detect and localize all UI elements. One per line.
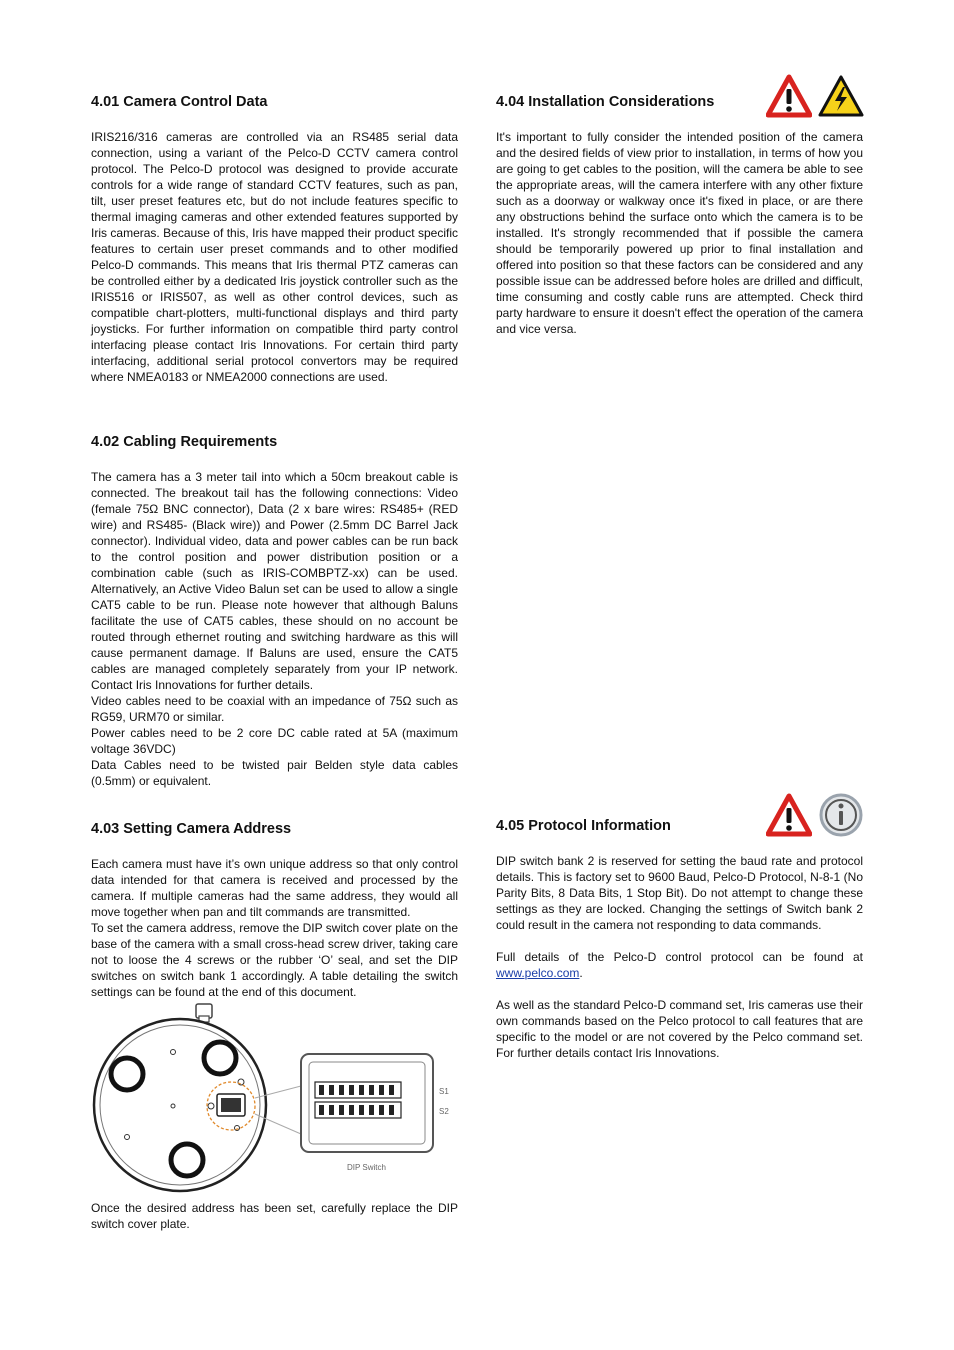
camera-base-illustration <box>94 1004 301 1191</box>
pelco-link[interactable]: www.pelco.com <box>496 966 580 980</box>
paragraph: IRIS216/316 cameras are controlled via an RS485 serial data connection, using a variant of the Pelco-D CCTV camera control protocol. The Pelco-D protocol was designed to provide accurate controls for a wide range of standard CCTV features, such as pan, tilt, user preset features etc, but do not include features specific to thermal imaging cameras and other extended features supported by Iris cameras. Because of this, Iris have mapped their product specific features to certain user preset commands and to other modified Pelco-D commands. This means that Iris thermal PTZ cameras can be controlled either by a dedicated Iris joystick controller such as the IRIS516 or IRIS507, as well as other control devices, such as compatible chart-plotters, multi-functional displays and third party joysticks. For further information on compatible third party control interfacing please contact Iris Innovations. For certain third party interfacing, additional serial protocol convertors may be required where NMEA0183 or NMEA2000 connections are used. <box>91 130 458 384</box>
section-title: 4.04 Installation Considerations <box>496 94 715 110</box>
switch-bank-2-label: S2 <box>439 1107 449 1116</box>
section-4-02 <box>91 432 458 789</box>
paragraph: DIP switch bank 2 is reserved for setting the baud rate and protocol details. This is factory set to 9600 Baud, Pelco-D Protocol, N-8-1 (No Parity Bits, 8 Data Bits, 1 Stop Bit). Do not attempt to change these settings as they are locked. Changing the settings of Switch bank 2 could result in the camera not responding to data commands. <box>496 854 863 932</box>
warning-icon <box>766 74 812 120</box>
info-icon <box>818 793 864 839</box>
dip-switch-closeup <box>301 1054 449 1172</box>
paragraph: It's important to fully consider the intended position of the camera and the desired fields of view prior to installation, in terms of how you are going to get cables to the position, will the camera be able to see the appropriate areas, will the camera interfere with any other fixture such as a doorway or walkway once it's fixed in place, or are there any obstructions behind the surface onto which the camera is to be installed. It's strongly recommended that if possible the camera should be temporarily powered up prior to final installation and offered into position so that these factors can be considered and any possible issue can be addressed before holes are drilled and difficult, time consuming and costly cable runs are attempted. Check third party hardware to ensure it doesn't effect the operation of the camera and vice versa. <box>496 130 863 336</box>
section-title: 4.03 Setting Camera Address <box>91 821 292 837</box>
section-4-04 <box>496 92 863 337</box>
link-prefix: Full details of the Pelco-D control protocol can be found at <box>496 950 863 964</box>
paragraph: The camera has a 3 meter tail into which a 50cm breakout cable is connected. The breakout tail has the following connections: Video (female 75Ω BNC connector), Data (2 x bare wires: RS485+ (RED wire) and RS485- (Black wire)) and Power (2.5mm DC Barrel Jack connector). Individual video, data and power cables can be run back to the control position and power distribution position or a combination cable (such as IRIS-COMBPTZ-xx) can be used. Alternatively, an Active Video Balun set can be used to allow a single CAT5 cable to be run. Please note however that although Baluns facilitate the use of CAT5 cables, these should on no account be routed through ethernet routing and switching hardware as this will cause permanent damage. If Baluns are used, ensure the CAT5 cables are managed completely separately from your IP network. Contact Iris Innovations for further details. <box>91 470 458 692</box>
paragraph <box>496 949 863 981</box>
section-4-05 <box>496 816 863 1061</box>
figure-caption: DIP Switch <box>347 1163 386 1172</box>
section-4-04-icons <box>766 74 864 120</box>
dip-switch-figure <box>91 1002 458 1194</box>
paragraph: Power cables need to be 2 core DC cable rated at 5A (maximum voltage 36VDC) <box>91 726 458 756</box>
paragraph: Data Cables need to be twisted pair Belden style data cables (0.5mm) or equivalent. <box>91 758 458 788</box>
paragraph: Once the desired address has been set, carefully replace the DIP switch cover plate. <box>91 1201 458 1231</box>
switch-bank-1-label: S1 <box>439 1087 449 1096</box>
paragraph: As well as the standard Pelco-D command set, Iris cameras use their own commands based on the Pelco protocol to call features that are specific to the model or are not covered by the Pelco command set. For further details contact Iris Innovations. <box>496 998 863 1060</box>
section-4-01 <box>91 92 458 385</box>
paragraph: To set the camera address, remove the DIP switch cover plate on the base of the camera with a small cross-head screw driver, taking care not to loose the 4 screws or the rubber ‘O’ seal, and set the DIP switches on switch bank 1 accordingly. A table detailing the switch settings can be found at the end of this document. <box>91 921 458 999</box>
section-title: 4.02 Cabling Requirements <box>91 434 278 450</box>
paragraph: Each camera must have it’s own unique address so that only control data intended for that camera is received and processed by the camera. If multiple cameras had the same address, they would all move together when pan and tilt commands are transmitted. <box>91 857 458 919</box>
section-4-03 <box>91 819 458 1232</box>
warning-icon <box>766 793 812 839</box>
section-title: 4.01 Camera Control Data <box>91 94 268 110</box>
paragraph: Video cables need to be coaxial with an impedance of 75Ω such as RG59, URM70 or similar. <box>91 694 458 724</box>
electrical-hazard-icon <box>818 74 864 120</box>
section-title: 4.05 Protocol Information <box>496 818 671 834</box>
link-suffix: . <box>579 966 583 980</box>
section-4-05-icons <box>766 793 864 839</box>
